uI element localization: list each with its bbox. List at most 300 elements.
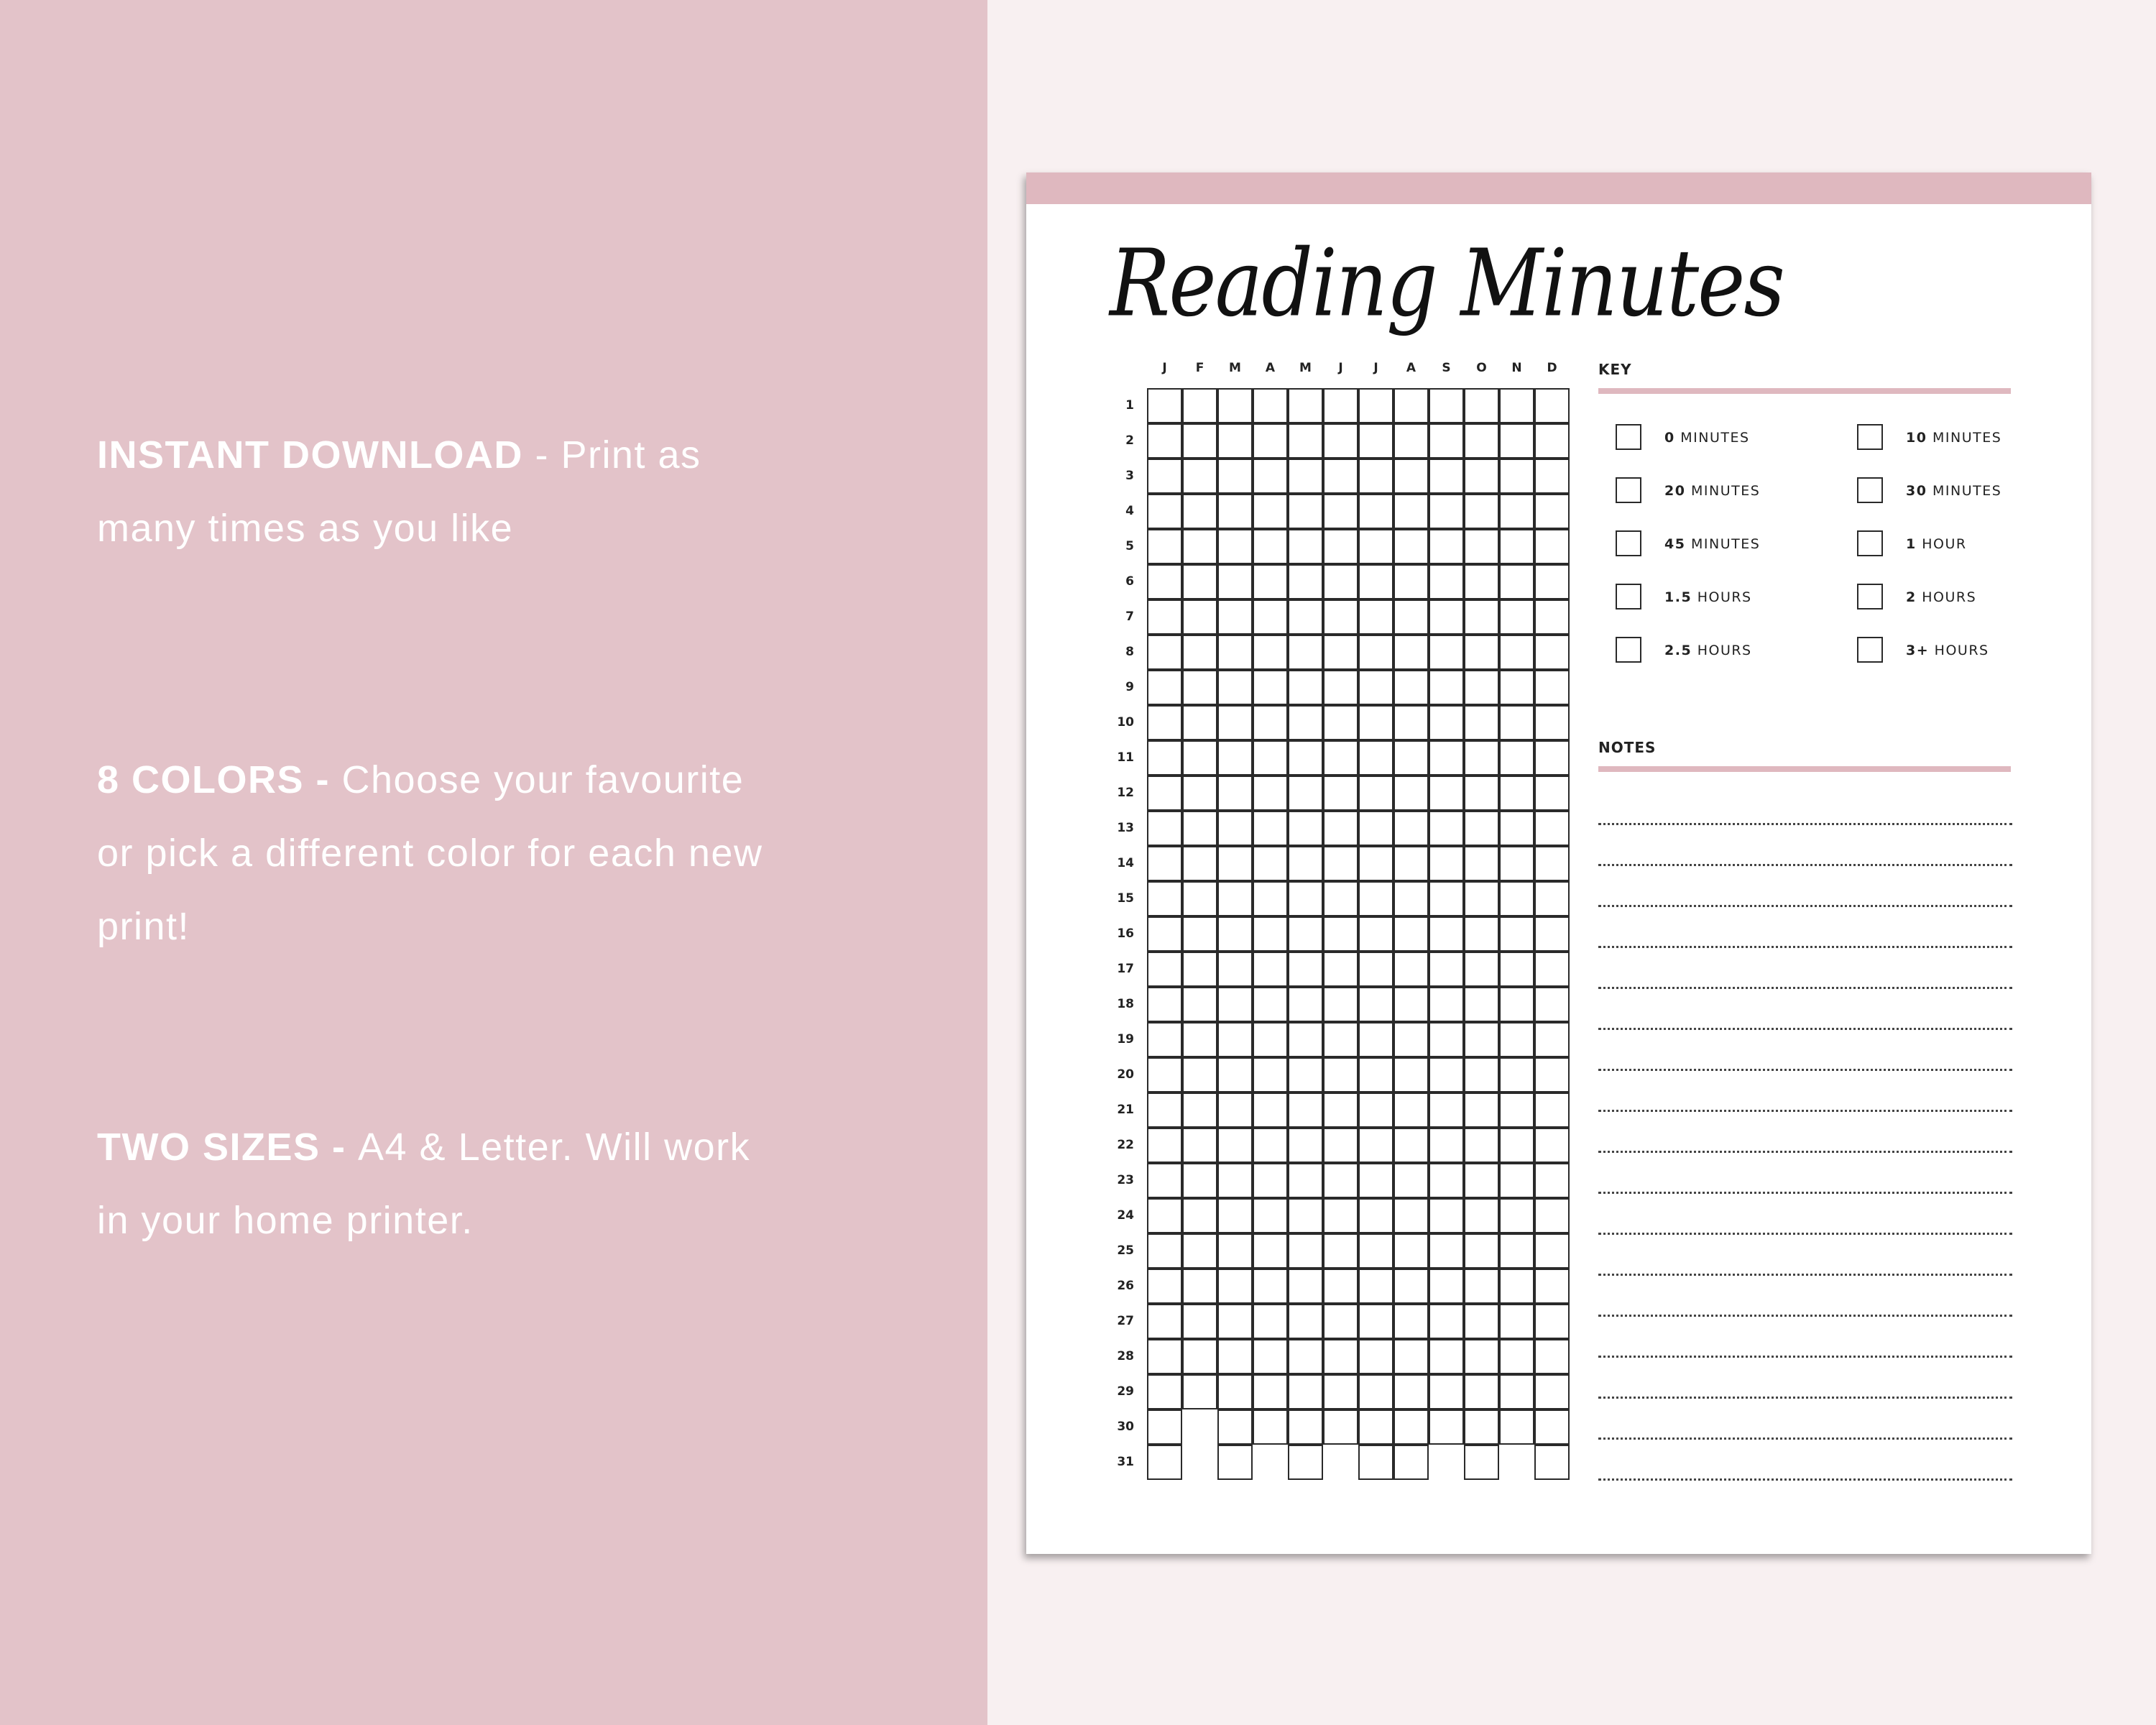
- tracker-cell[interactable]: [1464, 1374, 1499, 1409]
- tracker-cell[interactable]: [1393, 670, 1429, 705]
- tracker-cell[interactable]: [1217, 916, 1253, 952]
- tracker-cell[interactable]: [1182, 1198, 1217, 1233]
- tracker-cell[interactable]: [1253, 599, 1288, 635]
- key-checkbox[interactable]: [1616, 530, 1641, 556]
- tracker-cell[interactable]: [1499, 564, 1534, 599]
- note-line[interactable]: [1598, 1478, 2012, 1481]
- tracker-cell[interactable]: [1182, 987, 1217, 1022]
- tracker-cell[interactable]: [1429, 881, 1464, 916]
- tracker-cell[interactable]: [1217, 564, 1253, 599]
- tracker-cell[interactable]: [1253, 423, 1288, 459]
- tracker-cell[interactable]: [1393, 846, 1429, 881]
- tracker-cell[interactable]: [1358, 881, 1393, 916]
- tracker-cell[interactable]: [1358, 423, 1393, 459]
- tracker-cell[interactable]: [1253, 705, 1288, 740]
- tracker-cell[interactable]: [1429, 952, 1464, 987]
- tracker-cell[interactable]: [1429, 599, 1464, 635]
- tracker-cell[interactable]: [1182, 1374, 1217, 1409]
- tracker-cell[interactable]: [1358, 529, 1393, 564]
- tracker-cell[interactable]: [1358, 1092, 1393, 1128]
- tracker-cell[interactable]: [1499, 740, 1534, 776]
- tracker-cell[interactable]: [1464, 1445, 1499, 1480]
- tracker-cell[interactable]: [1464, 1233, 1499, 1269]
- tracker-cell[interactable]: [1464, 987, 1499, 1022]
- tracker-cell[interactable]: [1464, 1304, 1499, 1339]
- tracker-cell[interactable]: [1358, 459, 1393, 494]
- tracker-cell[interactable]: [1534, 916, 1570, 952]
- key-checkbox[interactable]: [1857, 477, 1883, 503]
- note-line[interactable]: [1598, 1315, 2012, 1317]
- tracker-cell[interactable]: [1534, 740, 1570, 776]
- tracker-cell[interactable]: [1429, 1092, 1464, 1128]
- tracker-cell[interactable]: [1147, 1269, 1182, 1304]
- tracker-cell[interactable]: [1323, 916, 1358, 952]
- tracker-cell[interactable]: [1499, 494, 1534, 529]
- tracker-cell[interactable]: [1323, 1128, 1358, 1163]
- note-line[interactable]: [1598, 1069, 2012, 1071]
- tracker-cell[interactable]: [1534, 1374, 1570, 1409]
- tracker-cell[interactable]: [1534, 987, 1570, 1022]
- tracker-cell[interactable]: [1217, 776, 1253, 811]
- tracker-cell[interactable]: [1464, 459, 1499, 494]
- tracker-cell[interactable]: [1147, 670, 1182, 705]
- tracker-cell[interactable]: [1182, 1269, 1217, 1304]
- note-line[interactable]: [1598, 1028, 2012, 1030]
- tracker-cell[interactable]: [1429, 1409, 1464, 1445]
- tracker-cell[interactable]: [1323, 494, 1358, 529]
- tracker-cell[interactable]: [1182, 388, 1217, 423]
- tracker-cell[interactable]: [1323, 1057, 1358, 1092]
- tracker-cell[interactable]: [1393, 811, 1429, 846]
- tracker-cell[interactable]: [1323, 776, 1358, 811]
- tracker-cell[interactable]: [1182, 952, 1217, 987]
- tracker-cell[interactable]: [1253, 846, 1288, 881]
- tracker-cell[interactable]: [1323, 599, 1358, 635]
- tracker-cell[interactable]: [1464, 670, 1499, 705]
- tracker-cell[interactable]: [1253, 494, 1288, 529]
- tracker-cell[interactable]: [1147, 388, 1182, 423]
- tracker-cell[interactable]: [1288, 564, 1323, 599]
- tracker-cell[interactable]: [1499, 987, 1534, 1022]
- tracker-cell[interactable]: [1182, 564, 1217, 599]
- tracker-cell[interactable]: [1358, 388, 1393, 423]
- tracker-cell[interactable]: [1253, 1057, 1288, 1092]
- tracker-cell[interactable]: [1499, 1163, 1534, 1198]
- tracker-cell[interactable]: [1288, 1163, 1323, 1198]
- tracker-cell[interactable]: [1464, 811, 1499, 846]
- key-checkbox[interactable]: [1616, 477, 1641, 503]
- tracker-cell[interactable]: [1217, 1233, 1253, 1269]
- tracker-cell[interactable]: [1253, 987, 1288, 1022]
- tracker-cell[interactable]: [1429, 670, 1464, 705]
- tracker-cell[interactable]: [1217, 1304, 1253, 1339]
- tracker-cell[interactable]: [1534, 705, 1570, 740]
- tracker-cell[interactable]: [1464, 1092, 1499, 1128]
- note-line[interactable]: [1598, 1233, 2012, 1235]
- tracker-cell[interactable]: [1429, 459, 1464, 494]
- tracker-cell[interactable]: [1253, 1374, 1288, 1409]
- tracker-cell[interactable]: [1288, 423, 1323, 459]
- tracker-cell[interactable]: [1534, 952, 1570, 987]
- tracker-cell[interactable]: [1429, 1128, 1464, 1163]
- tracker-cell[interactable]: [1534, 1269, 1570, 1304]
- tracker-cell[interactable]: [1253, 1304, 1288, 1339]
- tracker-cell[interactable]: [1393, 705, 1429, 740]
- note-line[interactable]: [1598, 1151, 2012, 1153]
- tracker-cell[interactable]: [1393, 529, 1429, 564]
- tracker-cell[interactable]: [1358, 1374, 1393, 1409]
- tracker-cell[interactable]: [1464, 881, 1499, 916]
- tracker-cell[interactable]: [1429, 1269, 1464, 1304]
- tracker-cell[interactable]: [1147, 846, 1182, 881]
- tracker-cell[interactable]: [1217, 670, 1253, 705]
- tracker-cell[interactable]: [1358, 1163, 1393, 1198]
- tracker-cell[interactable]: [1358, 1409, 1393, 1445]
- tracker-cell[interactable]: [1323, 1269, 1358, 1304]
- tracker-cell[interactable]: [1429, 776, 1464, 811]
- note-line[interactable]: [1598, 823, 2012, 825]
- tracker-cell[interactable]: [1217, 1022, 1253, 1057]
- tracker-cell[interactable]: [1323, 1304, 1358, 1339]
- tracker-cell[interactable]: [1358, 846, 1393, 881]
- tracker-cell[interactable]: [1217, 459, 1253, 494]
- tracker-cell[interactable]: [1323, 1339, 1358, 1374]
- tracker-cell[interactable]: [1358, 564, 1393, 599]
- tracker-cell[interactable]: [1499, 635, 1534, 670]
- tracker-cell[interactable]: [1534, 1022, 1570, 1057]
- tracker-cell[interactable]: [1253, 1198, 1288, 1233]
- tracker-cell[interactable]: [1182, 811, 1217, 846]
- tracker-cell[interactable]: [1323, 564, 1358, 599]
- tracker-cell[interactable]: [1429, 1339, 1464, 1374]
- tracker-cell[interactable]: [1393, 1304, 1429, 1339]
- tracker-cell[interactable]: [1147, 1409, 1182, 1445]
- tracker-cell[interactable]: [1323, 459, 1358, 494]
- tracker-cell[interactable]: [1288, 1057, 1323, 1092]
- tracker-cell[interactable]: [1288, 1374, 1323, 1409]
- tracker-cell[interactable]: [1147, 564, 1182, 599]
- tracker-cell[interactable]: [1253, 1128, 1288, 1163]
- tracker-cell[interactable]: [1393, 564, 1429, 599]
- key-checkbox[interactable]: [1857, 584, 1883, 610]
- tracker-cell[interactable]: [1499, 423, 1534, 459]
- tracker-cell[interactable]: [1323, 1092, 1358, 1128]
- tracker-cell[interactable]: [1288, 952, 1323, 987]
- tracker-cell[interactable]: [1217, 388, 1253, 423]
- tracker-cell[interactable]: [1429, 529, 1464, 564]
- tracker-cell[interactable]: [1429, 846, 1464, 881]
- tracker-cell[interactable]: [1464, 1057, 1499, 1092]
- tracker-cell[interactable]: [1217, 1057, 1253, 1092]
- key-checkbox[interactable]: [1616, 584, 1641, 610]
- note-line[interactable]: [1598, 864, 2012, 866]
- tracker-cell[interactable]: [1217, 740, 1253, 776]
- tracker-cell[interactable]: [1217, 987, 1253, 1022]
- tracker-cell[interactable]: [1217, 599, 1253, 635]
- tracker-cell[interactable]: [1499, 529, 1534, 564]
- key-checkbox[interactable]: [1616, 637, 1641, 663]
- tracker-cell[interactable]: [1147, 529, 1182, 564]
- tracker-cell[interactable]: [1534, 423, 1570, 459]
- tracker-cell[interactable]: [1499, 1198, 1534, 1233]
- tracker-cell[interactable]: [1534, 459, 1570, 494]
- tracker-cell[interactable]: [1182, 1339, 1217, 1374]
- tracker-cell[interactable]: [1499, 811, 1534, 846]
- tracker-cell[interactable]: [1429, 635, 1464, 670]
- tracker-cell[interactable]: [1393, 1374, 1429, 1409]
- tracker-cell[interactable]: [1464, 599, 1499, 635]
- tracker-cell[interactable]: [1358, 599, 1393, 635]
- tracker-cell[interactable]: [1429, 564, 1464, 599]
- tracker-cell[interactable]: [1393, 388, 1429, 423]
- tracker-cell[interactable]: [1217, 705, 1253, 740]
- tracker-cell[interactable]: [1429, 1233, 1464, 1269]
- tracker-cell[interactable]: [1534, 881, 1570, 916]
- tracker-cell[interactable]: [1288, 1128, 1323, 1163]
- tracker-cell[interactable]: [1323, 529, 1358, 564]
- tracker-cell[interactable]: [1464, 846, 1499, 881]
- tracker-cell[interactable]: [1147, 1128, 1182, 1163]
- tracker-cell[interactable]: [1358, 1269, 1393, 1304]
- note-line[interactable]: [1598, 905, 2012, 907]
- note-line[interactable]: [1598, 1397, 2012, 1399]
- tracker-cell[interactable]: [1288, 1445, 1323, 1480]
- tracker-cell[interactable]: [1323, 1163, 1358, 1198]
- tracker-cell[interactable]: [1393, 952, 1429, 987]
- tracker-cell[interactable]: [1323, 423, 1358, 459]
- note-line[interactable]: [1598, 1356, 2012, 1358]
- tracker-cell[interactable]: [1499, 1128, 1534, 1163]
- tracker-cell[interactable]: [1393, 1445, 1429, 1480]
- tracker-cell[interactable]: [1182, 705, 1217, 740]
- tracker-cell[interactable]: [1393, 459, 1429, 494]
- tracker-cell[interactable]: [1534, 635, 1570, 670]
- tracker-cell[interactable]: [1253, 1269, 1288, 1304]
- tracker-cell[interactable]: [1358, 670, 1393, 705]
- tracker-cell[interactable]: [1288, 494, 1323, 529]
- tracker-cell[interactable]: [1534, 776, 1570, 811]
- tracker-cell[interactable]: [1534, 1057, 1570, 1092]
- tracker-cell[interactable]: [1253, 459, 1288, 494]
- tracker-cell[interactable]: [1288, 811, 1323, 846]
- tracker-cell[interactable]: [1358, 1339, 1393, 1374]
- tracker-cell[interactable]: [1499, 1304, 1534, 1339]
- tracker-cell[interactable]: [1358, 1445, 1393, 1480]
- tracker-cell[interactable]: [1323, 1233, 1358, 1269]
- tracker-cell[interactable]: [1358, 740, 1393, 776]
- tracker-cell[interactable]: [1393, 1269, 1429, 1304]
- tracker-cell[interactable]: [1253, 811, 1288, 846]
- tracker-cell[interactable]: [1323, 388, 1358, 423]
- tracker-cell[interactable]: [1288, 529, 1323, 564]
- tracker-cell[interactable]: [1464, 776, 1499, 811]
- tracker-cell[interactable]: [1358, 1233, 1393, 1269]
- tracker-cell[interactable]: [1358, 1057, 1393, 1092]
- tracker-cell[interactable]: [1323, 670, 1358, 705]
- tracker-cell[interactable]: [1358, 776, 1393, 811]
- tracker-cell[interactable]: [1464, 952, 1499, 987]
- tracker-cell[interactable]: [1288, 987, 1323, 1022]
- tracker-cell[interactable]: [1534, 529, 1570, 564]
- tracker-cell[interactable]: [1253, 670, 1288, 705]
- tracker-cell[interactable]: [1147, 1092, 1182, 1128]
- tracker-cell[interactable]: [1429, 494, 1464, 529]
- tracker-cell[interactable]: [1393, 1092, 1429, 1128]
- tracker-cell[interactable]: [1429, 1304, 1464, 1339]
- tracker-cell[interactable]: [1217, 1128, 1253, 1163]
- tracker-cell[interactable]: [1288, 916, 1323, 952]
- tracker-cell[interactable]: [1253, 564, 1288, 599]
- tracker-cell[interactable]: [1182, 670, 1217, 705]
- tracker-cell[interactable]: [1499, 670, 1534, 705]
- tracker-cell[interactable]: [1393, 776, 1429, 811]
- key-checkbox[interactable]: [1857, 530, 1883, 556]
- tracker-cell[interactable]: [1358, 1022, 1393, 1057]
- tracker-cell[interactable]: [1393, 1163, 1429, 1198]
- tracker-cell[interactable]: [1253, 952, 1288, 987]
- tracker-cell[interactable]: [1182, 459, 1217, 494]
- tracker-cell[interactable]: [1534, 1339, 1570, 1374]
- tracker-cell[interactable]: [1288, 1092, 1323, 1128]
- tracker-cell[interactable]: [1182, 1233, 1217, 1269]
- tracker-cell[interactable]: [1358, 916, 1393, 952]
- tracker-cell[interactable]: [1464, 494, 1499, 529]
- tracker-cell[interactable]: [1182, 1128, 1217, 1163]
- tracker-cell[interactable]: [1429, 1057, 1464, 1092]
- tracker-cell[interactable]: [1217, 1374, 1253, 1409]
- note-line[interactable]: [1598, 946, 2012, 948]
- tracker-cell[interactable]: [1182, 1163, 1217, 1198]
- tracker-cell[interactable]: [1358, 987, 1393, 1022]
- tracker-cell[interactable]: [1253, 529, 1288, 564]
- tracker-cell[interactable]: [1534, 846, 1570, 881]
- tracker-cell[interactable]: [1534, 1163, 1570, 1198]
- tracker-cell[interactable]: [1393, 1409, 1429, 1445]
- tracker-cell[interactable]: [1147, 635, 1182, 670]
- tracker-cell[interactable]: [1499, 1409, 1534, 1445]
- tracker-cell[interactable]: [1253, 1022, 1288, 1057]
- tracker-cell[interactable]: [1534, 1233, 1570, 1269]
- tracker-cell[interactable]: [1217, 1445, 1253, 1480]
- tracker-cell[interactable]: [1534, 388, 1570, 423]
- tracker-cell[interactable]: [1464, 1022, 1499, 1057]
- tracker-cell[interactable]: [1323, 1374, 1358, 1409]
- tracker-cell[interactable]: [1253, 1163, 1288, 1198]
- tracker-cell[interactable]: [1147, 459, 1182, 494]
- tracker-cell[interactable]: [1393, 423, 1429, 459]
- tracker-cell[interactable]: [1288, 846, 1323, 881]
- tracker-cell[interactable]: [1393, 987, 1429, 1022]
- tracker-cell[interactable]: [1288, 705, 1323, 740]
- tracker-cell[interactable]: [1147, 811, 1182, 846]
- tracker-cell[interactable]: [1217, 881, 1253, 916]
- tracker-cell[interactable]: [1182, 881, 1217, 916]
- tracker-cell[interactable]: [1253, 881, 1288, 916]
- tracker-cell[interactable]: [1534, 564, 1570, 599]
- tracker-cell[interactable]: [1182, 423, 1217, 459]
- tracker-cell[interactable]: [1253, 1409, 1288, 1445]
- tracker-cell[interactable]: [1253, 740, 1288, 776]
- tracker-cell[interactable]: [1393, 881, 1429, 916]
- tracker-cell[interactable]: [1217, 1198, 1253, 1233]
- note-line[interactable]: [1598, 987, 2012, 989]
- tracker-cell[interactable]: [1182, 846, 1217, 881]
- tracker-cell[interactable]: [1288, 459, 1323, 494]
- tracker-cell[interactable]: [1534, 811, 1570, 846]
- tracker-cell[interactable]: [1253, 1339, 1288, 1374]
- tracker-cell[interactable]: [1253, 635, 1288, 670]
- tracker-cell[interactable]: [1429, 987, 1464, 1022]
- tracker-cell[interactable]: [1147, 599, 1182, 635]
- tracker-cell[interactable]: [1147, 776, 1182, 811]
- tracker-cell[interactable]: [1147, 1304, 1182, 1339]
- tracker-cell[interactable]: [1217, 529, 1253, 564]
- tracker-cell[interactable]: [1182, 776, 1217, 811]
- tracker-cell[interactable]: [1393, 494, 1429, 529]
- tracker-cell[interactable]: [1464, 1269, 1499, 1304]
- tracker-cell[interactable]: [1358, 1198, 1393, 1233]
- tracker-cell[interactable]: [1429, 916, 1464, 952]
- tracker-cell[interactable]: [1288, 1339, 1323, 1374]
- tracker-cell[interactable]: [1393, 1339, 1429, 1374]
- tracker-cell[interactable]: [1323, 952, 1358, 987]
- tracker-cell[interactable]: [1358, 635, 1393, 670]
- tracker-cell[interactable]: [1323, 740, 1358, 776]
- tracker-cell[interactable]: [1534, 1092, 1570, 1128]
- tracker-cell[interactable]: [1182, 916, 1217, 952]
- tracker-cell[interactable]: [1393, 1057, 1429, 1092]
- tracker-cell[interactable]: [1393, 635, 1429, 670]
- tracker-cell[interactable]: [1323, 1022, 1358, 1057]
- tracker-cell[interactable]: [1499, 1022, 1534, 1057]
- tracker-cell[interactable]: [1499, 1057, 1534, 1092]
- tracker-cell[interactable]: [1182, 740, 1217, 776]
- tracker-cell[interactable]: [1253, 916, 1288, 952]
- tracker-cell[interactable]: [1499, 952, 1534, 987]
- tracker-cell[interactable]: [1217, 1269, 1253, 1304]
- tracker-cell[interactable]: [1323, 705, 1358, 740]
- tracker-cell[interactable]: [1217, 846, 1253, 881]
- tracker-cell[interactable]: [1499, 846, 1534, 881]
- tracker-cell[interactable]: [1534, 670, 1570, 705]
- tracker-cell[interactable]: [1253, 1233, 1288, 1269]
- tracker-cell[interactable]: [1147, 1374, 1182, 1409]
- tracker-cell[interactable]: [1393, 1128, 1429, 1163]
- tracker-cell[interactable]: [1534, 599, 1570, 635]
- tracker-cell[interactable]: [1464, 1128, 1499, 1163]
- tracker-cell[interactable]: [1323, 881, 1358, 916]
- note-line[interactable]: [1598, 1274, 2012, 1276]
- tracker-cell[interactable]: [1182, 1057, 1217, 1092]
- tracker-cell[interactable]: [1464, 423, 1499, 459]
- tracker-cell[interactable]: [1182, 635, 1217, 670]
- tracker-cell[interactable]: [1464, 635, 1499, 670]
- tracker-cell[interactable]: [1323, 811, 1358, 846]
- tracker-cell[interactable]: [1147, 740, 1182, 776]
- tracker-cell[interactable]: [1288, 599, 1323, 635]
- tracker-cell[interactable]: [1182, 599, 1217, 635]
- tracker-cell[interactable]: [1288, 388, 1323, 423]
- tracker-cell[interactable]: [1217, 1409, 1253, 1445]
- key-checkbox[interactable]: [1857, 424, 1883, 450]
- tracker-cell[interactable]: [1429, 388, 1464, 423]
- tracker-cell[interactable]: [1147, 881, 1182, 916]
- tracker-cell[interactable]: [1534, 1128, 1570, 1163]
- tracker-cell[interactable]: [1464, 740, 1499, 776]
- tracker-cell[interactable]: [1288, 635, 1323, 670]
- tracker-cell[interactable]: [1393, 916, 1429, 952]
- tracker-cell[interactable]: [1499, 776, 1534, 811]
